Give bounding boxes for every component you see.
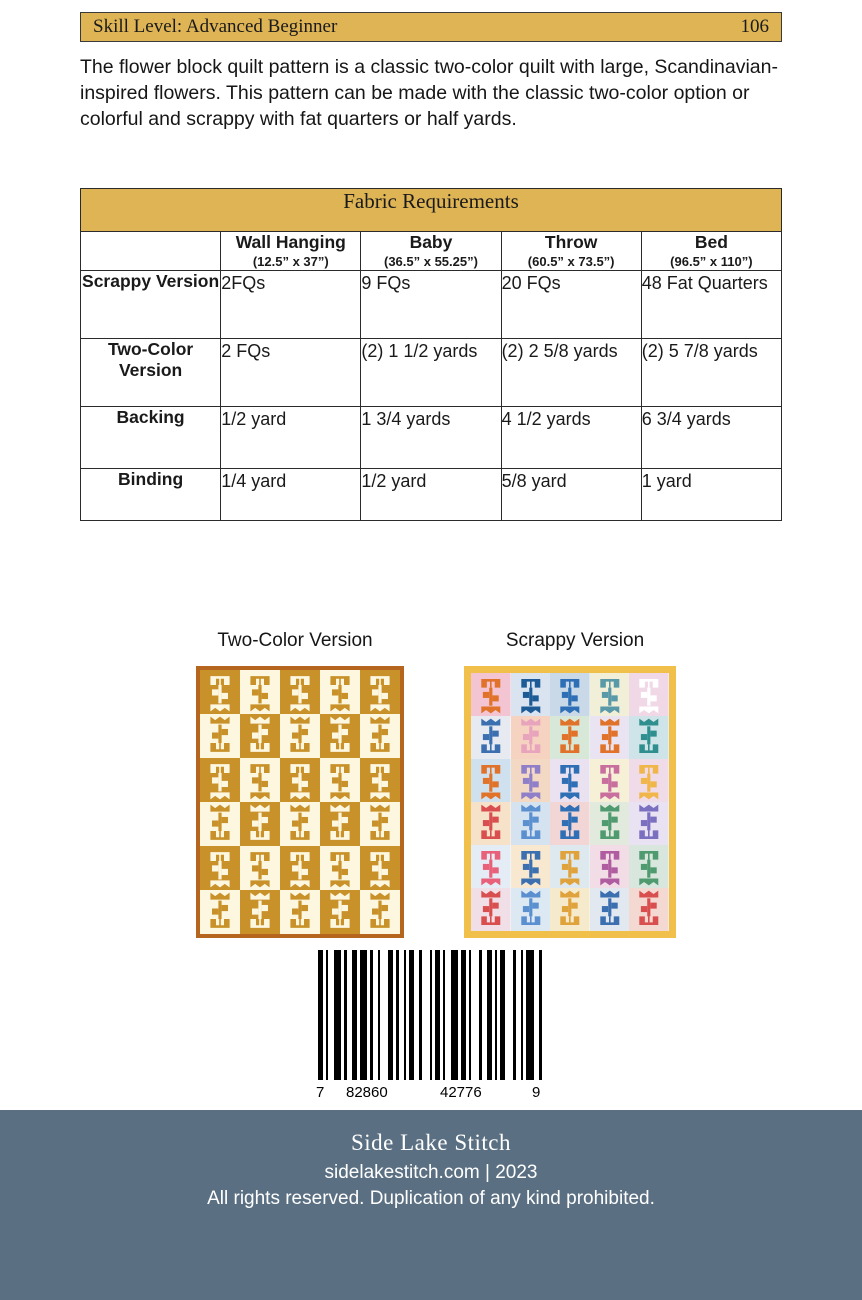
quilt-block [360,802,400,846]
quilt-block [360,670,400,714]
quilt-block [550,888,590,931]
cell-twocolor-baby: (2) 1 1/2 yards [361,339,501,407]
cell-scrappy-wall: 2FQs [221,271,361,339]
quilt-block [629,673,669,716]
quilt-block [200,802,240,846]
quilt-block [629,802,669,845]
footer [0,1110,862,1300]
quilt-block [629,845,669,888]
quilt-caption-scrappy: Scrappy Version [505,630,645,651]
column-header-dimensions: (12.5” x 37”) [252,254,329,269]
cell-twocolor-bed: (2) 5 7/8 yards [641,339,781,407]
column-header-dimensions: (96.5” x 110”) [670,254,753,269]
quilt-image-scrappy [464,666,676,938]
table-header-row [81,232,782,271]
quilt-block [240,714,280,758]
cell-binding-baby: 1/2 yard [361,469,501,521]
quilt-block [471,888,511,931]
table-title: Fabric Requirements [81,189,782,232]
barcode-right-digit: 9 [532,1084,541,1101]
row-header-binding: Binding [81,469,221,521]
quilt-block [320,758,360,802]
quilt-block [280,802,320,846]
quilt-block [200,890,240,934]
fabric-requirements-table [80,188,782,521]
quilt-block [511,845,551,888]
quilt-block [200,758,240,802]
table-row [81,407,782,469]
cell-backing-baby: 1 3/4 yards [361,407,501,469]
quilt-block [280,890,320,934]
quilt-block [471,716,511,759]
cell-backing-throw: 4 1/2 yards [501,407,641,469]
quilt-block [320,802,360,846]
barcode-left-digit: 7 [316,1084,325,1101]
column-header-throw [501,232,641,271]
cell-twocolor-throw: (2) 2 5/8 yards [501,339,641,407]
cell-binding-bed: 1 yard [641,469,781,521]
column-header-wall-hanging [221,232,361,271]
footer-rights: All rights reserved. Duplication of any kind prohibited. [207,1188,655,1209]
quilt-block [360,890,400,934]
quilt-block [240,758,280,802]
quilt-block [240,802,280,846]
quilt-block [590,802,630,845]
quilt-block [320,890,360,934]
skill-level-label: Skill Level: Advanced Beginner [93,16,338,37]
quilt-block [320,670,360,714]
table-row [81,271,782,339]
row-header-two-color-version: Two-Color Version [81,339,221,407]
quilt-block [590,759,630,802]
quilt-block [360,846,400,890]
quilt-block [471,673,511,716]
barcode [318,950,544,1108]
quilt-block [590,716,630,759]
column-header-dimensions: (60.5” x 73.5”) [527,254,615,269]
cell-scrappy-throw: 20 FQs [501,271,641,339]
quilt-block [240,670,280,714]
quilt-block [511,716,551,759]
cell-binding-wall: 1/4 yard [221,469,361,521]
quilt-block [471,759,511,802]
quilt-block [550,802,590,845]
quilt-block [590,673,630,716]
column-header-name: Bed [694,232,728,252]
footer-site: sidelakestitch.com | 2023 [324,1162,538,1183]
quilt-caption-two-color: Two-Color Version [217,630,373,651]
cell-twocolor-wall: 2 FQs [221,339,361,407]
quilt-block [511,759,551,802]
quilt-block [280,670,320,714]
quilt-block [550,716,590,759]
quilt-block [550,845,590,888]
column-header-name: Baby [409,232,453,252]
cell-binding-throw: 5/8 yard [501,469,641,521]
quilt-block [511,673,551,716]
quilt-block [280,846,320,890]
quilt-block [629,716,669,759]
quilt-block [200,846,240,890]
quilt-block [280,758,320,802]
quilt-block [320,714,360,758]
table-title-row [81,189,782,232]
footer-brand: Side Lake Stitch [350,1130,512,1155]
table-row [81,339,782,407]
quilt-block [511,802,551,845]
quilt-block [550,759,590,802]
quilt-block [471,802,511,845]
row-header-scrappy-version: Scrappy Version [81,271,221,339]
quilt-image-two-color [196,666,404,938]
quilt-block [360,758,400,802]
column-header-dimensions: (36.5” x 55.25”) [383,254,478,269]
barcode-bars [318,950,544,1080]
table-row [81,469,782,521]
quilt-block [320,846,360,890]
cell-backing-bed: 6 3/4 yards [641,407,781,469]
quilt-block [200,670,240,714]
quilt-block [590,888,630,931]
barcode-group-right: 42776 [440,1084,482,1101]
quilt-block [240,890,280,934]
column-header-baby [361,232,501,271]
quilt-block [511,888,551,931]
cell-backing-wall: 1/2 yard [221,407,361,469]
column-header-name: Throw [544,232,598,252]
quilt-block [550,673,590,716]
quilt-block [471,845,511,888]
quilt-block [240,846,280,890]
barcode-group-left: 82860 [346,1084,388,1101]
cell-scrappy-bed: 48 Fat Quarters [641,271,781,339]
cell-scrappy-baby: 9 FQs [361,271,501,339]
quilt-block [590,845,630,888]
quilt-block [360,714,400,758]
quilt-block [629,888,669,931]
intro-paragraph: The flower block quilt pattern is a classic two-color quilt with large, Scandinavian-inspired flowers. This pattern can be made with the classic two-color option or colorful and scrappy with fat quarters or half yards. [80,56,778,130]
row-header-backing: Backing [81,407,221,469]
column-header-bed [641,232,781,271]
quilt-block [200,714,240,758]
quilt-block [629,759,669,802]
page-number: 106 [740,16,769,37]
table-corner-cell [81,232,221,271]
skill-level-bar [80,12,782,42]
quilt-block [280,714,320,758]
column-header-name: Wall Hanging [235,232,346,252]
